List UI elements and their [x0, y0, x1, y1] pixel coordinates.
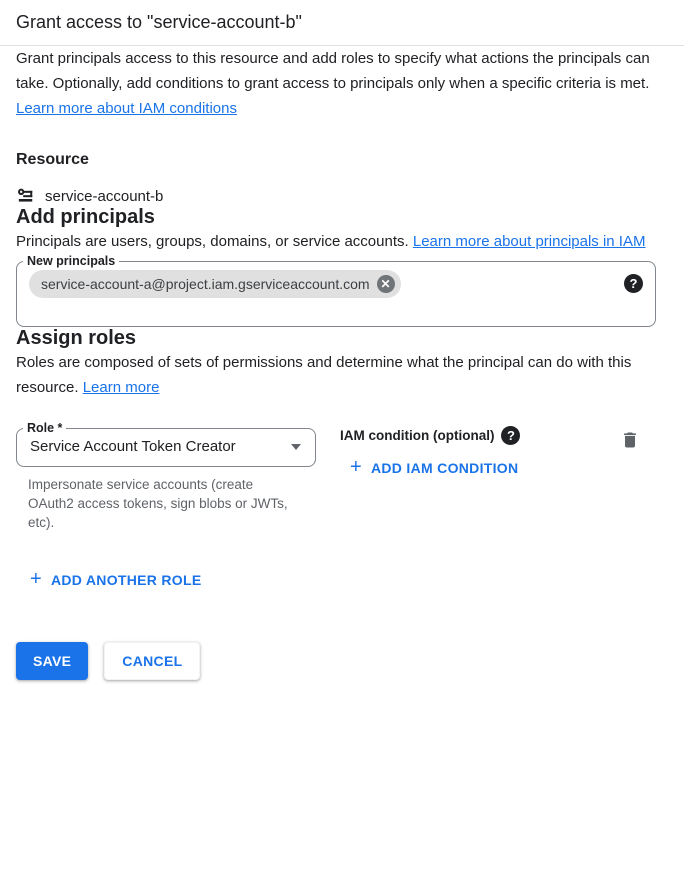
add-another-role-button[interactable]: [30, 568, 202, 590]
iam-condition-column: [340, 421, 520, 479]
iam-conditions-learn-more-link[interactable]: Learn more about IAM conditions: [16, 100, 237, 117]
role-help-text: Impersonate service accounts (create OAuth2 access tokens, sign blobs or JWTs, etc).: [28, 477, 288, 530]
role-label: Role *: [27, 421, 63, 435]
new-principals-label: New principals: [27, 254, 116, 268]
add-iam-condition-label: ADD IAM CONDITION: [370, 460, 519, 476]
principals-learn-more-link[interactable]: Learn more about principals in IAM: [412, 233, 646, 250]
iam-condition-label-row: [340, 426, 520, 445]
new-principals-input-area[interactable]: [17, 268, 655, 312]
intro-paragraph: [16, 46, 661, 121]
roles-learn-more-link[interactable]: Learn more: [82, 379, 160, 396]
service-account-icon: [16, 186, 36, 206]
iam-condition-label: IAM condition (optional): [340, 428, 495, 443]
dialog-content: [0, 46, 684, 680]
intro-text: Grant principals access to this resource and add roles to specify what actions the principals can take. Optionally, add conditions to grant access to principals only when a specific criteria is met.: [16, 50, 650, 92]
resource-row: [16, 186, 668, 206]
chip-remove-icon[interactable]: ✕: [377, 275, 395, 293]
add-another-role-label: ADD ANOTHER ROLE: [50, 572, 202, 588]
save-button[interactable]: SAVE: [16, 642, 88, 680]
role-select-field[interactable]: [16, 421, 316, 467]
role-select-value-row[interactable]: [17, 435, 315, 466]
roles-description: [16, 350, 661, 400]
add-iam-condition-button[interactable]: [350, 456, 519, 478]
iam-condition-help-icon[interactable]: ?: [501, 426, 520, 445]
dialog-actions: [16, 642, 668, 680]
role-column: [16, 421, 316, 532]
assign-roles-heading: Assign roles: [16, 327, 137, 349]
cancel-button[interactable]: CANCEL: [104, 642, 200, 680]
resource-name: service-account-b: [45, 187, 164, 205]
plus-icon: +: [30, 568, 42, 590]
principals-help-icon[interactable]: ?: [624, 274, 643, 293]
role-row: [16, 421, 668, 532]
dialog-title: Grant access to "service-account-b": [16, 12, 302, 32]
resource-heading: Resource: [16, 151, 89, 168]
principal-chip[interactable]: [29, 270, 401, 298]
trash-icon: [620, 438, 640, 453]
delete-role-column: [620, 421, 668, 455]
dialog-header: [0, 0, 684, 46]
add-principals-heading: Add principals: [16, 206, 155, 228]
delete-role-button[interactable]: [620, 430, 640, 453]
principals-description-text: Principals are users, groups, domains, or service accounts.: [16, 233, 409, 250]
role-selected-value: Service Account Token Creator: [30, 438, 236, 455]
principal-chip-text: service-account-a@project.iam.gserviceaccount.com: [41, 276, 370, 292]
new-principals-field[interactable]: [16, 254, 656, 327]
principals-description: [16, 229, 661, 254]
plus-icon: +: [350, 456, 362, 478]
dropdown-arrow-icon: [291, 444, 301, 450]
roles-description-text: Roles are composed of sets of permissions and determine what the principal can do with this resource.: [16, 354, 632, 396]
